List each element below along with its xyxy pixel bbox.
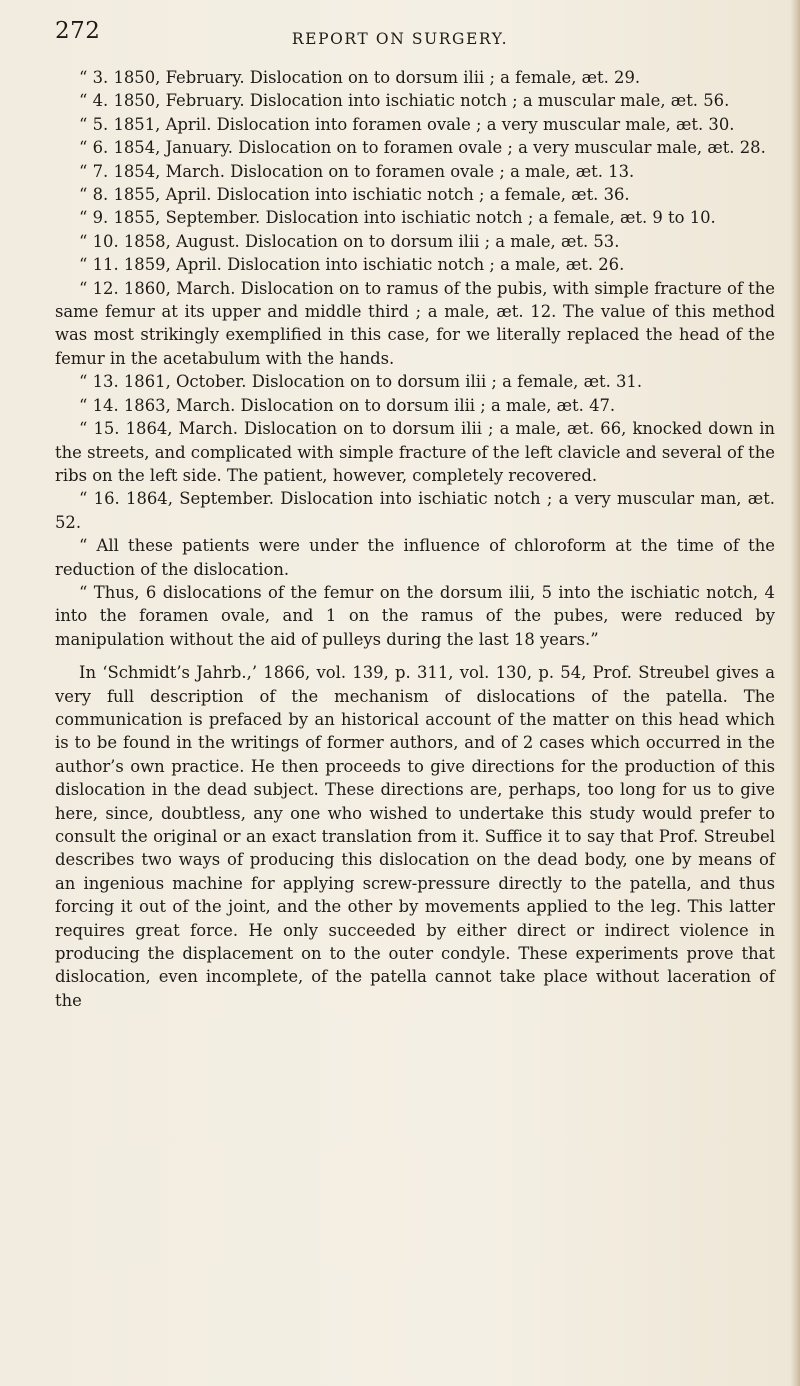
case-entry-8: “ 8. 1855, April. Dislocation into ischiatic notch ; a female, æt. 36.	[79, 185, 630, 205]
case-entry-16: “ 16. 1864, September. Dislocation into ischiatic notch ; a very muscular man, æt. 52.	[55, 489, 775, 532]
case-entry-14: “ 14. 1863, March. Dislocation on to dorsum ilii ; a male, æt. 47.	[79, 395, 616, 415]
case-entry-13: “ 13. 1861, October. Dislocation on to dorsum ilii ; a female, æt. 31.	[79, 372, 643, 392]
case-entry-4: “ 4. 1850, February. Dislocation into ischiatic notch ; a muscular male, æt. 56.	[79, 91, 730, 111]
page-edge-shadow	[790, 0, 800, 1386]
chloroform-note: “ All these patients were under the influence of chloroform at the time of the reduction of the dislocation.	[55, 536, 775, 579]
case-entry-15: “ 15. 1864, March. Dislocation on to dorsum ilii ; a male, æt. 66, knocked down in the streets, and complicated with simple fracture of the left clavicle and several of the ribs on the left side. The patient, however, completely recovered.	[55, 419, 775, 485]
body-text	[55, 66, 775, 1012]
streubel-paragraph: In ‘Schmidt’s Jahrb.,’ 1866, vol. 139, p. 311, vol. 130, p. 54, Prof. Streubel gives a very full description of the mechanism of dislocations of the patella. The communication is prefaced by an historical account of the matter on this head which is to be found in the writings of former authors, and of 2 cases which occurred in the author’s own practice. He then proceeds to give directions for the production of this dislocation in the dead subject. These directions are, perhaps, too long for us to give here, since, doubtless, any one who wished to undertake this study would prefer to consult the original or an exact translation from it. Suffice it to say that Prof. Streubel describes two ways of producing this dislocation on the dead body, one by means of an ingenious machine for applying screw-pressure directly to the patella, and thus forcing it out of the joint, and the other by movements applied to the leg. This latter requires great force. He only succeeded by either direct or indirect violence in producing the displacement on to the outer condyle. These experiments prove that dislocation, even incomplete, of the patella cannot take place without laceration of the	[55, 663, 775, 1010]
case-entry-9: “ 9. 1855, September. Dislocation into ischiatic notch ; a female, æt. 9 to 10.	[79, 208, 716, 228]
page-number: 272	[55, 18, 101, 44]
running-head: REPORT ON SURGERY.	[291, 30, 509, 48]
case-entry-7: “ 7. 1854, March. Dislocation on to foramen ovale ; a male, æt. 13.	[79, 161, 635, 181]
case-entry-11: “ 11. 1859, April. Dislocation into ischiatic notch ; a male, æt. 26.	[79, 255, 625, 275]
case-entry-5: “ 5. 1851, April. Dislocation into foramen ovale ; a very muscular male, æt. 30.	[79, 114, 735, 134]
case-entry-12: “ 12. 1860, March. Dislocation on to ramus of the pubis, with simple fracture of the same femur at its upper and middle third ; a male, æt. 12. The value of this method was most strikingly exemplified in this case, for we literally replaced the head of the femur in the acetabulum with the hands.	[55, 278, 775, 368]
case-entry-10: “ 10. 1858, August. Dislocation on to dorsum ilii ; a male, æt. 53.	[79, 231, 620, 251]
summary-paragraph: “ Thus, 6 dislocations of the femur on the dorsum ilii, 5 into the ischiatic notch, 4 into the foramen ovale, and 1 on the ramus of the pubes, were reduced by manipulation without the aid of pulleys during the last 18 years.”	[55, 582, 775, 649]
case-entry-3: “ 3. 1850, February. Dislocation on to dorsum ilii ; a female, æt. 29.	[79, 68, 641, 87]
case-entry-6: “ 6. 1854, January. Dislocation on to foramen ovale ; a very muscular male, æt. 28.	[79, 138, 766, 158]
